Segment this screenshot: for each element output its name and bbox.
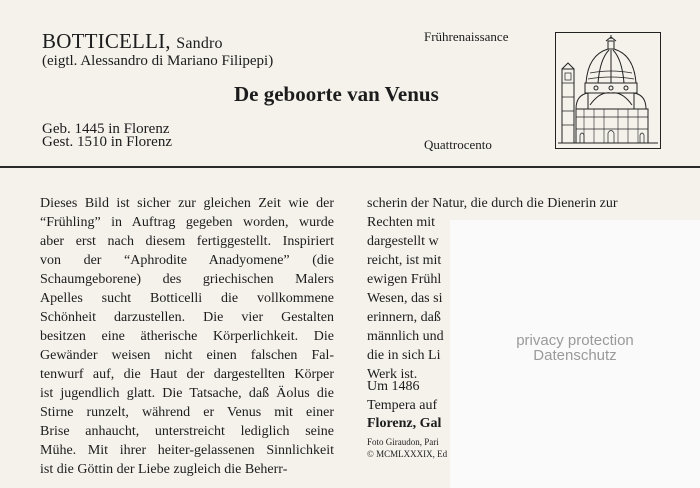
text-line: ist jugendlich glatt. Die Tatsache, daß Äolus die — [40, 386, 334, 401]
description-column-1 — [40, 194, 334, 479]
florence-cathedral-dome-icon — [555, 32, 661, 149]
text-line: dargestellt w — [367, 234, 439, 249]
text-line: scherin der Natur, die durch die Dienerin zur — [367, 196, 618, 211]
artwork-technique: Tempera auf — [367, 398, 438, 413]
privacy-overlay-text — [450, 333, 700, 363]
text-line: Mühe. Mit ihrer heiter-gelassenen Sinnlichkeit — [40, 443, 334, 458]
text-line: reicht, ist mit — [367, 253, 442, 268]
text-line: ewigen Frühl — [367, 272, 442, 287]
art-period: Frührenaissance — [424, 29, 509, 44]
death-info: Gest. 1510 in Florenz — [42, 134, 172, 150]
text-line: Wesen, das si — [367, 291, 443, 306]
text-line: Rechten mit — [367, 215, 436, 230]
photo-credit: Foto Giraudon, Pari — [367, 437, 439, 447]
artwork-location: Florenz, Gal — [367, 416, 442, 431]
copyright-notice: © MCMLXXXIX, Ed — [367, 449, 448, 459]
artist-surname: BOTTICELLI, — [42, 29, 171, 53]
text-line: die in sich Li — [367, 348, 441, 363]
text-line: Stirne runzelt, während er Venus mit einer — [40, 405, 334, 420]
text-line: Brise anhaucht, unterstreicht lediglich seine — [40, 424, 334, 439]
artist-full-name: (eigtl. Alessandro di Mariano Filipepi) — [42, 53, 274, 69]
privacy-line-1: privacy protection — [516, 332, 634, 349]
privacy-line-2: Datenschutz — [533, 347, 617, 364]
artwork-date: Um 1486 — [367, 379, 420, 394]
text-line: Dieses Bild ist sicher zur gleichen Zeit wie der — [40, 196, 334, 211]
text-line: erinnern, daß — [367, 310, 441, 325]
artist-name — [42, 29, 223, 54]
artwork-title: De geboorte van Venus — [234, 82, 439, 106]
text-line: tenwurf auf, die Haut der dargestellten Körper — [40, 367, 334, 382]
text-line: besitzen eine ätherische Körperlichkeit. Die — [40, 329, 334, 344]
text-line: “Frühling” in Auftrag gegeben worden, wurde — [40, 215, 334, 230]
text-line: Werk ist. — [367, 367, 418, 382]
text-line: von der “Aphrodite Anadyomene” (die — [40, 253, 334, 268]
text-line: Schaumgeborene) des griechischen Malers — [40, 272, 334, 287]
text-line: Apelles sucht Botticelli die vollkommene — [40, 291, 334, 306]
text-line: ist die Göttin der Liebe zugleich die Beherr- — [40, 462, 288, 477]
header-divider — [0, 166, 700, 168]
birth-info: Geb. 1445 in Florenz — [42, 121, 170, 137]
text-line: aber erst nach diesem fertiggestellt. Inspiriert — [40, 234, 334, 249]
artist-firstname: Sandro — [176, 35, 223, 52]
text-line: Gewänder weisen nicht einen falschen Fal- — [40, 348, 334, 363]
text-line: männlich und — [367, 329, 444, 344]
art-sub-period: Quattrocento — [424, 137, 492, 152]
text-line: Schönheit darzustellen. Die vier Gestalten — [40, 310, 334, 325]
